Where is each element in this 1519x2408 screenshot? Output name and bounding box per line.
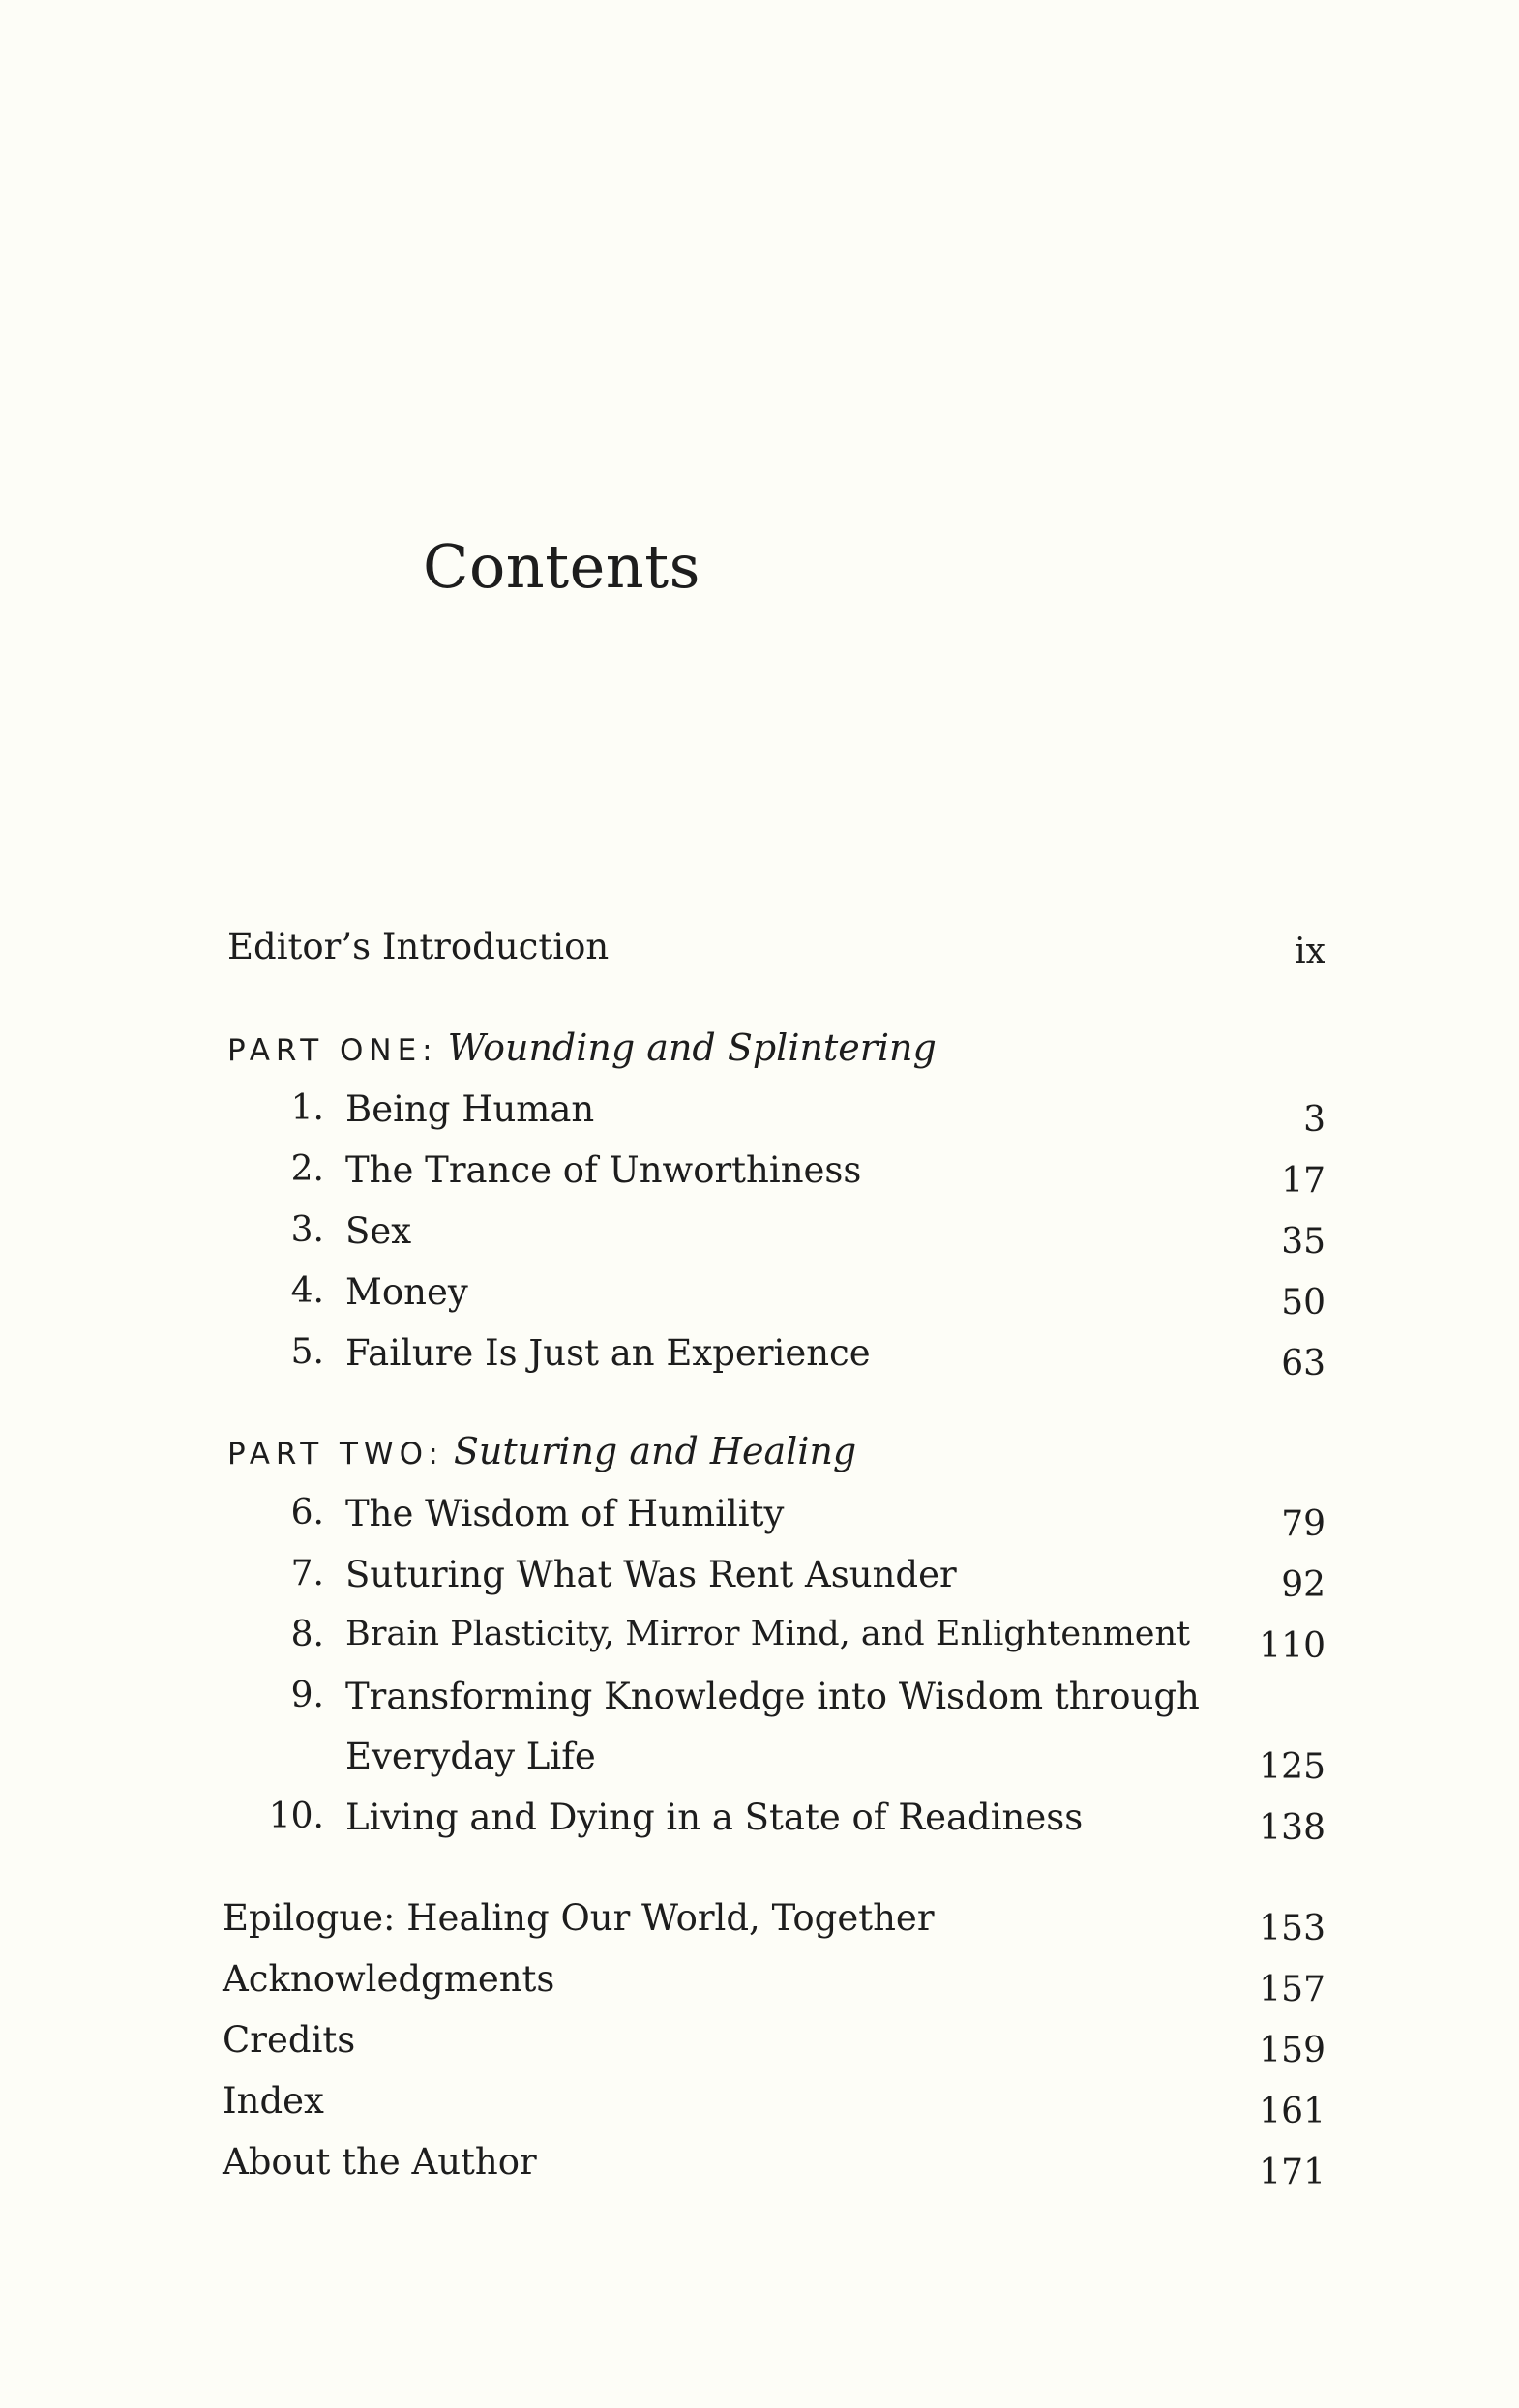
toc-page-number: 125 bbox=[1259, 1747, 1325, 1787]
toc-entry-acknowledgments[interactable]: Acknowledgments bbox=[223, 1958, 555, 2000]
toc-page-number: 138 bbox=[1259, 1808, 1325, 1848]
toc-page-number: 50 bbox=[1281, 1283, 1325, 1323]
toc-chapter-title[interactable]: Suturing What Was Rent Asunder bbox=[345, 1554, 957, 1595]
toc-chapter-title[interactable]: The Wisdom of Humility bbox=[345, 1493, 785, 1534]
toc-page-number: 17 bbox=[1281, 1161, 1325, 1201]
toc-page-number: 79 bbox=[1281, 1504, 1325, 1544]
part-one-label: PART ONE: bbox=[227, 1033, 438, 1068]
chapter-number: 8. bbox=[290, 1615, 324, 1654]
toc-chapter-title[interactable]: Transforming Knowledge into Wisdom through bbox=[345, 1676, 1200, 1717]
chapter-number: 4. bbox=[290, 1271, 324, 1311]
toc-page-number: 157 bbox=[1259, 1970, 1325, 2009]
toc-entry-intro[interactable]: Editor’s Introduction bbox=[227, 926, 610, 967]
part-one-title: Wounding and Splintering bbox=[447, 1026, 937, 1069]
toc-chapter-title[interactable]: Being Human bbox=[345, 1088, 595, 1130]
toc-chapter-title[interactable]: The Trance of Unworthiness bbox=[345, 1149, 862, 1191]
chapter-number: 6. bbox=[290, 1493, 324, 1532]
part-one-heading bbox=[227, 1026, 937, 1069]
chapter-number: 10. bbox=[268, 1797, 324, 1836]
chapter-number: 1. bbox=[290, 1088, 324, 1128]
part-two-heading bbox=[227, 1430, 857, 1472]
toc-page-number: 63 bbox=[1281, 1344, 1325, 1383]
toc-entry-credits[interactable]: Credits bbox=[223, 2019, 356, 2061]
toc-page-number: 171 bbox=[1259, 2153, 1325, 2192]
part-two-title: Suturing and Healing bbox=[453, 1430, 857, 1472]
part-two-label: PART TWO: bbox=[227, 1437, 444, 1472]
toc-page-number: 3 bbox=[1303, 1100, 1325, 1140]
toc-entry-about-author[interactable]: About the Author bbox=[223, 2141, 537, 2183]
chapter-number: 7. bbox=[290, 1554, 324, 1593]
toc-page-number: 153 bbox=[1259, 1909, 1325, 1948]
toc-page-number: 110 bbox=[1259, 1626, 1325, 1666]
toc-chapter-title[interactable]: Sex bbox=[345, 1210, 412, 1252]
toc-page-intro: ix bbox=[1295, 932, 1325, 971]
page-title: Contents bbox=[423, 531, 700, 602]
toc-chapter-title[interactable]: Brain Plasticity, Mirror Mind, and Enlightenment bbox=[345, 1615, 1191, 1653]
toc-page-number: 159 bbox=[1259, 2031, 1325, 2070]
toc-chapter-title[interactable]: Living and Dying in a State of Readiness bbox=[345, 1797, 1084, 1838]
toc-entry-epilogue[interactable]: Epilogue: Healing Our World, Together bbox=[223, 1897, 935, 1939]
toc-chapter-title[interactable]: Failure Is Just an Experience bbox=[345, 1332, 871, 1374]
chapter-number: 2. bbox=[290, 1149, 324, 1189]
toc-entry-index[interactable]: Index bbox=[223, 2080, 324, 2122]
toc-page-number: 92 bbox=[1281, 1565, 1325, 1605]
toc-page-number: 161 bbox=[1259, 2092, 1325, 2131]
chapter-number: 5. bbox=[290, 1332, 324, 1372]
chapter-number: 9. bbox=[290, 1676, 324, 1715]
toc-chapter-title-continued[interactable]: Everyday Life bbox=[345, 1736, 596, 1777]
toc-page-number: 35 bbox=[1281, 1222, 1325, 1262]
chapter-number: 3. bbox=[290, 1210, 324, 1250]
toc-chapter-title[interactable]: Money bbox=[345, 1271, 468, 1313]
